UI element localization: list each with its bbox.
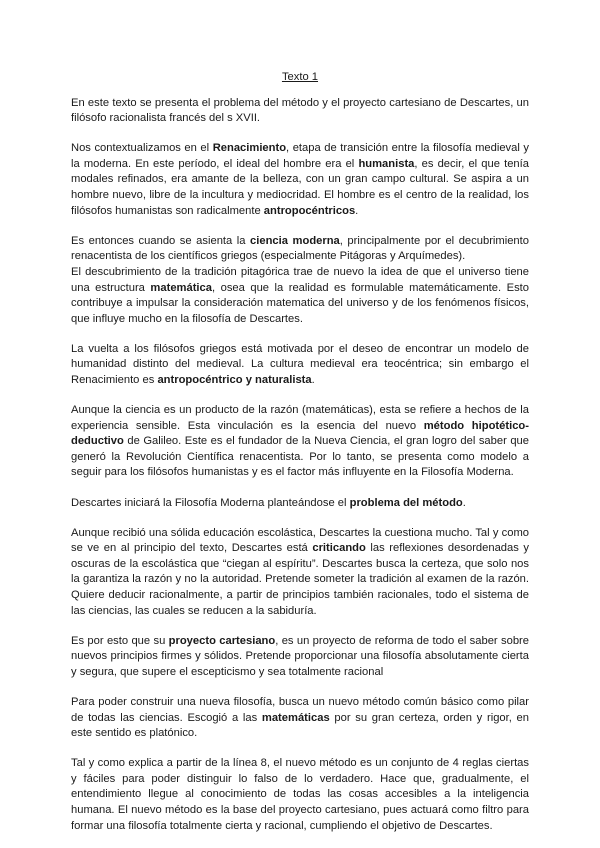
text-run: El descubrimiento de la tradición pitagórica trae de nuevo la idea de que el universo tiene una estructura <box>71 265 529 294</box>
bold-term: humanista <box>358 157 415 170</box>
paragraph <box>71 526 529 620</box>
paragraph <box>71 695 529 742</box>
paragraph <box>71 496 529 512</box>
text-run: Nos contextualizamos en el <box>71 142 213 155</box>
text-run: . <box>355 204 359 217</box>
bold-term: antropocéntrico y naturalista <box>157 374 312 386</box>
bold-term: Renacimiento <box>212 142 287 155</box>
bold-term: método hipotético-deductivo <box>71 419 529 448</box>
bold-term: proyecto cartesiano <box>168 634 276 647</box>
text-run: , etapa de transición entre la filosofía medieval y la moderna. En este período, el ideal del hombre era el <box>71 142 529 170</box>
document-title: Texto 1 <box>281 71 319 83</box>
paragraph <box>71 265 529 327</box>
paragraph <box>71 234 529 265</box>
text-run: por su gran certeza, orden y rigor, en este sentido es platónico. <box>71 711 529 740</box>
bold-term: ciencia moderna <box>250 234 340 247</box>
text-run: , principalmente por el decubrimiento renacentista de los científicos griegos (especialmente Pitágoras y Arquímedes). <box>71 234 529 263</box>
paragraph <box>71 403 529 481</box>
text-run: Aunque recibió una sólida educación escolástica, Descartes la cuestiona mucho. Tal y como se ve en al principio del texto, Descartes está <box>71 526 529 555</box>
document-body <box>71 96 529 835</box>
text-run: La vuelta a los filósofos griegos está motivada por el deseo de encontrar un modelo de humanidad distinto del medieval. La cultura medieval era teocéntrica; sin embargo el Renacimiento es <box>71 342 529 386</box>
text-run: , es decir, el que tenía modales refinados, era amante de la belleza, con un gran campo cultural. Se aspira a un hombre nuevo, libre de la incultura y mediocridad. El hombre es el centro de la realidad, los filósofos humanistas son radicalmente <box>71 157 529 217</box>
paragraph <box>71 96 529 127</box>
text-run: Descartes iniciará la Filosofía Moderna planteándose el <box>71 496 350 509</box>
bold-term: problema del método <box>349 496 463 509</box>
text-run: . <box>462 496 466 509</box>
bold-term: matemática <box>150 281 212 294</box>
text-run: Es por esto que su <box>71 634 169 647</box>
text-run: . <box>311 374 315 386</box>
text-run: Para poder construir una nueva filosofía, busca un nuevo método común básico como pilar de todas las ciencias. Escogió a las <box>71 696 529 724</box>
text-run: Aunque la ciencia es un producto de la razón (matemáticas), esta se refiere a hechos de la experiencia sensible. Esta vinculación es la esencia del nuevo <box>71 404 529 432</box>
text-run: , osea que la realidad es formulable matemáticamente. Esto contribuye a impulsar la consideración matematica del universo y de los fenómenos físicos, que influye mucho en la filosofía de Descartes. <box>71 281 529 325</box>
text-run: En este texto se presenta el problema del método y el proyecto cartesiano de Descartes, un filósofo racionalista francés del s XVII. <box>71 96 529 125</box>
text-run: Es entonces cuando se asienta la <box>71 234 251 247</box>
bold-term: antropocéntricos <box>263 204 356 217</box>
text-run: de Galileo. Este es el fundador de la Nueva Ciencia, el gran logro del saber que generó la Revolución Científica renacentista. Por lo tanto, se presenta como modelo a seguir para los filósofos humanistas y es el factor más influyente en la Filosofía Moderna. <box>71 435 529 479</box>
paragraph <box>71 756 529 834</box>
paragraph <box>71 342 529 389</box>
text-run: , es un proyecto de reforma de todo el saber sobre nuevos principios firmes y sólidos. Pretende proporcionar una filosofía absolutamente cierta y segura, que supere el escepticismo y sea totalmente racional <box>71 634 529 678</box>
bold-term: criticando <box>312 542 366 555</box>
text-run: Tal y como explica a partir de la línea 8, el nuevo método es un conjunto de 4 reglas ciertas y fáciles para poder distinguir lo falso de lo verdadero. Hace que, gradualmente, el entendimiento llegue al conocimiento de todas las cosas accesibles a la inteligencia humana. El nuevo método es la base del proyecto cartesiano, pues actuará como filtro para formar una filosofía totalmente cierta y racional, cumpliendo el objetivo de Descartes. <box>71 757 529 832</box>
paragraph <box>71 141 529 219</box>
paragraph <box>71 634 529 681</box>
bold-term: matemáticas <box>261 711 330 724</box>
text-run: las reflexiones desordenadas y oscuras de la escolástica que “ciegan al espíritu”. Descartes busca la certeza, que solo nos la garantiza la razón y no la autoridad. Pretende someter la tradición al examen de la razón. Quiere deducir racionalmente, a partir de principios también racionales, todo el sistema de las ciencias, las cuales se reducen a la sabiduría. <box>71 542 530 617</box>
